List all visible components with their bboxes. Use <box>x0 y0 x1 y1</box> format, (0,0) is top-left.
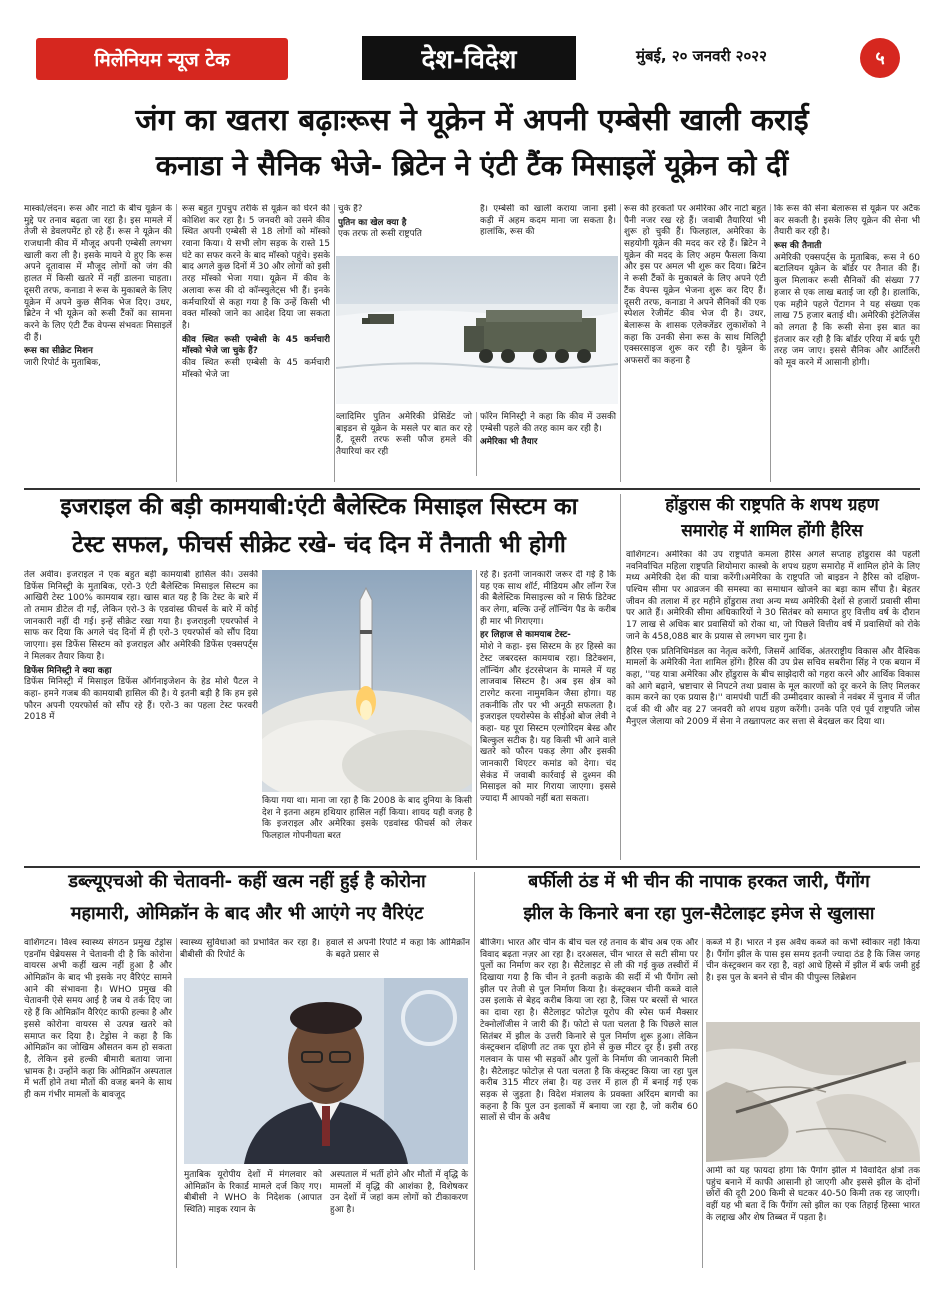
issue-date: मुंबई, २० जनवरी २०२२ <box>636 47 767 65</box>
story2-col1-tail: डिफेंस मिनिस्ट्री में मिसाइल डिफेंस ऑर्गनाइजेशन के हेड मोशे पैटल ने कहा- हमने गजब की कामयाबी हासिल की है। ये इतनी बड़ी है कि हम इसे फौरन अपनी एयरफोर्स को सौंप रहे हैं। एरो-3 का पहला टेस्ट फरवरी 2018 में <box>24 677 258 723</box>
story4-column-1: वाशिंगटन। विश्व स्वास्थ्य संगठन प्रमुख टेड्रोस एडनॉम घेब्रेयसस ने चेतावनी दी है कि कोरोना वायरस अभी कहीं खत्म नहीं हुआ है और ओमिक्रॉन के बाद भी इसके नए वैरिएंट सामने आने की संभावना है। WHO प्रमुख की चेतावनी ऐसे समय आई है जब ये तर्क दिए जा रहे हैं कि ओमिक्रॉन वैरिएंट काफी हल्का है और इससे कोरोना वायरस से उत्पन्न खतरे को समाप्त कर दिया है। टेड्रोस ने कहा है कि ओमिक्रॉन का जोखिम औसतन कम हो सकता है, लेकिन इसे हल्की बीमारी बताया जाना भ्रामक है। उन्होंने कहा कि ओमिक्रॉन अस्पताल में भर्ती होने तथा मौतों की वजह बनने के साथ ही कम गंभीर मामलों के बावजूद <box>24 938 172 1100</box>
story4-headline-1: डब्ल्यूएचओ की चेतावनी- कहीं खत्म नहीं हुई है कोरोना <box>68 871 426 892</box>
story5-headline-1: बर्फीली ठंड में भी चीन की नापाक हरकत जारी, पैंगोंग <box>528 872 870 892</box>
story1-col2-tail: कीव स्थित रूसी एम्बेसी के 45 कर्मचारी मॉस्को भेजे जा <box>182 357 330 380</box>
snow-field-photo-art <box>336 256 618 404</box>
story2-photo-caption: किया गया था। माना जा रहा है कि 2008 के बाद दुनिया के किसी देश ने इतना अहम हथियार हासिल नहीं किया। शायद यही वजह है कि इजराइल और अमेरिका इसके एडवांस्ड फीचर्स को लेकर फिलहाल गोपनीयता बरत <box>262 796 472 842</box>
story4-column-3-top: हवाले से अपनी रिपोर्ट में कहा कि ओमिक्रॉन के बढ़ते प्रसार से <box>326 938 470 960</box>
story2-col1-text: तेल अवीव। इजराइल ने एक बहुत बड़ी कामयाबी हासिल की। उसकी डिफेंस मिनिस्ट्री के मुताबिक, एरो-3 एंटी बैलेस्टिक मिसाइल सिस्टम का आखिरी टेस्ट 100% कामयाब रहा। खास बात यह है कि टेस्ट के बारे में तो तमाम डीटेल दी गईं, लेकिन एरो-3 के एडवांस्ड फीचर्स के बारे में कोई जानकारी नहीं दी गई। इन्हें सीक्रेट रखा गया है। इजराइली एयरफोर्स ने साफ कर दिया कि अगले चंद दिनों में ही एरो-3 एयरफोर्स को सौंप दिया जाएगा। इस डिफेंस सिस्टम को इजराइल और अमेरिकी डिफेंस एक्सपर्ट्स ने मिलकर तैयार किया है। <box>24 570 258 662</box>
satellite-image <box>706 1022 920 1162</box>
story1-photo-caption-right <box>480 412 616 476</box>
story1-column-3 <box>338 204 474 254</box>
story1-column-2 <box>182 204 330 486</box>
story1-col1-subhead: रूस का सीक्रेट मिशन <box>24 346 93 357</box>
missile-launch-photo <box>262 570 472 792</box>
story3-text-2: हैरिस एक प्रतिनिधिमंडल का नेतृत्व करेंगी, जिसमें आर्थिक, अंतरराष्ट्रीय विकास और वैश्विक मामलों के अमेरिकी नेता शामिल होंगे। हैरिस की उप प्रेस सचिव सबरीना सिंह ने एक बयान में कहा, ''यह यात्रा अमेरिका और होंडुरास के बीच साझेदारी को गहरा करने और आर्थिक विकास को आगे बढ़ाने, भ्रष्टाचार से निपटने तथा प्रवास के मूल कारणों को दूर करने के लिए मिलकर काम करने का एक प्रयास है।'' वामपंथी पार्टी की उम्मीदवार कास्त्रो ने नवंबर में चुनाव में जीत दर्ज की थी और वह 27 जनवरी को शपथ ग्रहण करेंगी। उनके पति एवं पूर्व राष्ट्रपति जोस मैनुएल जेलाया को 2009 में सेना ने तख्तापलट कर सत्ता से बेदखल कर दिया था। <box>626 646 920 727</box>
story2-headline-1: इजराइल की बड़ी कामयाबी:एंटी बैलेस्टिक मिसाइल सिस्टम का <box>60 494 578 520</box>
story1-column-4 <box>480 204 616 254</box>
story2-col1-subhead: डिफेंस मिनिस्ट्री ने क्या कहा <box>24 665 112 676</box>
story3-text-1: वाशिंगटन। अमेरिका की उप राष्ट्रपति कमला हैरिस अगले सप्ताह होंडुरास की पहली नवनिर्वाचित महिला राष्ट्रपति शियोमारा कास्त्रो के शपथ ग्रहण समारोह में शामिल होने के लिए मध्य अमेरिकी देश की यात्रा करेंगी।अमेरिका के राष्ट्रपति जो बाइडन ने हैरिस को दक्षिण-पश्चिम सीमा पर आव्रजन की समस्या का समाधान खोजने का बड़ा काम सौंपा है। बेहतर जीवन की तलाश में हर महीने होंडुरास तथा अन्य मध्य अमेरिकी देशों से हजारों प्रवासी सीमा पर आते हैं। अमेरिकी सीमा अधिकारियों ने 30 सितंबर को समाप्त हुए वित्तीय वर्ष के दौरान 17 लाख से अधिक बार प्रवासियों को रोका था, जो पिछले वित्तीय वर्ष में प्रवासियों को रोके जाने के 458,088 बार के प्रयास से लगभग चार गुना है। <box>626 550 920 642</box>
story1-column-6 <box>774 204 920 486</box>
story2-col3-text: रहे हैं। इतनी जानकारी जरूर दी गई है कि यह एक साथ शॉर्ट, मीडियम और लॉन्ग रेंज की बैलेस्टिक मिसाइल्स को न सिर्फ डिटेक्ट कर लेगा, बल्कि उन्हें लॉन्चिंग पैड के करीब ही मार भी गिराएगा। <box>480 570 616 627</box>
story1-col6-subhead: रूस की तैनाती <box>774 241 822 252</box>
section-title: देश-विदेश <box>362 36 576 80</box>
story1-headline-2: कनाडा ने सैनिक भेजे- ब्रिटेन ने एंटी टैंक मिसाइलें यूक्रेन को दीं <box>155 149 789 182</box>
story2-column-3 <box>480 570 616 860</box>
story2-col3-tail: मोशे ने कहा- इस सिस्टम के हर हिस्से का टेस्ट जबरदस्त कामयाब रहा। डिटेक्शन, लॉन्चिंग और इंटरसेप्शन के मामले में यह लाजवाब सिस्टम है। अब इस क्षेत्र को टारगेट करना नामुमकिन जैसा होगा। यह तकनीकि तौर पर भी अनूठी सफलता है। इजराइल एयरोस्पेस के सीईओ बोज लेवी ने कहा- यह पूरा सिस्टम एल्गोरिदम बेस्ड और बिल्कुल सटीक है। यह किसी भी आने वाले खतरे को फौरन पकड़ लेगा और इसकी जानकारी थिएटर कमांड को देगा। चंद सेकंड में जवाबी कार्रवाई से दुश्मन की मिसाइल को मार गिराया जाएगा। इससे ज्यादा मैं आपको नहीं बता सकता। <box>480 642 616 805</box>
story1-col3-subhead: पुतिन का खेल क्या है <box>338 217 407 228</box>
story3-headline-1: होंडुरास की राष्ट्रपति के शपथ ग्रहण <box>665 495 879 515</box>
masthead <box>22 28 922 86</box>
story1-col2-text: रूस बहुत गुपचुप तरीके से यूक्रेन को घेरने की कोशिश कर रहा है। 5 जनवरी को उसने कीव स्थित अपनी एम्बेसी से 18 लोगों को मॉस्को रवाना किया। ये सभी लोग सड़क के रास्ते 15 घंटे का सफर करने के बाद मॉस्को पहुंचे। इसके बाद अगले कुछ दिनों में 30 और लोगों को इसी तरह मॉस्को भेजा गया। यूक्रेन में कीव के अलावा रूस की दो कॉन्स्युलेट्स भी हैं। इनके कर्मचारियों से कहा गया है कि उन्हें किसी भी वक्त मॉस्को जाने का आदेश दिया जा सकता है। <box>182 204 330 331</box>
story4-headline-2: महामारी, ओमिक्रॉन के बाद और भी आएंगे नए वैरिएंट <box>70 903 424 924</box>
story1-headline-1: जंग का खतरा बढ़ाःरूस ने यूक्रेन में अपनी एम्बेसी खाली कराई <box>135 103 809 138</box>
story1-col4-text: है। एम्बेसी को खाली कराया जाना इसी कड़ी में अहम कदम माना जा सकता है। हालांकि, रूस की <box>480 204 616 238</box>
page-number: ५ <box>860 38 900 78</box>
military-vehicles-photo <box>336 256 618 404</box>
story1-caption-subhead: अमेरिका भी तैयार <box>480 437 538 448</box>
missile-launch-photo-art <box>262 570 472 792</box>
newspaper-brand: मिलेनियम न्यूज टेक <box>36 38 288 80</box>
story3-headline-2: समारोह में शामिल होंगी हैरिस <box>681 521 863 541</box>
story4-caption-left: मुताबिक यूरोपीय देशों में मंगलवार को ओमिक्रॉन के रिकार्ड मामले दर्ज किए गए। बीबीसी ने WHO के निदेशक (आपात स्थिति) माइक रयान के <box>184 1170 322 1216</box>
story3-body <box>626 550 920 862</box>
story1-column-1 <box>24 204 172 486</box>
story2-col3-subhead: हर लिहाज से कामयाब टेस्ट- <box>480 630 571 641</box>
story5-headline-2: झील के किनारे बना रहा पुल-सैटेलाइट इमेज से खुलासा <box>523 904 875 924</box>
story4-caption-right: अस्पताल में भर्ती होने और मौतों में वृद्धि के मामलों में वृद्धि की आशंका है, विशेषकर उन देशों में जहां कम लोगों को टीकाकरण हुआ है। <box>330 1170 468 1216</box>
story1-col2-subhead: कीव स्थित रूसी एम्बेसी के 45 कर्मचारी मॉस्को भेजे जा चुके हैं? <box>182 334 330 357</box>
who-chief-photo <box>184 978 468 1164</box>
story1-col3-tail: एक तरफ तो रूसी राष्ट्रपति <box>338 229 422 240</box>
story1-col6-tail: अमेरिकी एक्सपर्ट्स के मुताबिक, रूस ने 60 बटालियन यूक्रेन के बॉर्डर पर तैनात की हैं। कुल मिलाकर रूसी सैनिकों की संख्या 77 हजार से एक लाख बताई जा रही है। हालांकि, एक महीने पहले पेंटागन ने यह संख्या एक लाख 75 हजार बताई थी। अमेरिकी इंटेलिजेंस को लगता है कि रूसी सेना इस बात का इंतजार कर रही है कि बॉर्डर एरिया में बर्फ पूरी तरह जम जाए। इससे सैनिक और आर्टिलरी को मूव करने में आसानी होगी। <box>774 252 920 368</box>
satellite-image-art <box>706 1022 920 1162</box>
story5-column-2-tail: आर्मी को यह फायदा होगा कि पैंगोंग झील में विवादित क्षेत्रों तक पहुंच बनाने में काफी आसानी हो जाएगी और इससे झील के दोनों छोरों की दूरी 200 किमी से घटकर 40-50 किमी तक रह जाएगी। वहीं यह भी बता दें कि पैंगोंग त्सो झील का एक तिहाई हिस्सा भारत के लद्दाख और शेष तिब्बत में पड़ता है। <box>706 1166 920 1223</box>
story1-caption-right-text: फॉरेन मिनिस्ट्री ने कहा कि कीव में उसकी एम्बेसी पहले की तरह काम कर रही है। <box>480 412 616 434</box>
story1-col1-text: मास्को/लंदन। रूस और नाटो के बीच यूक्रेन के मुद्दे पर तनाव बढ़ता जा रहा है। इस मामले में तेजी से डेवलपमेंट हो रहे हैं। रूस ने यूक्रेन की राजधानी कीव में मौजूद अपनी एम्बेसी लगभग खाली करा ली है। इसके मायने ये हुए कि रूस अपने दूतावास में मौजूद लोगों को जंग की हालत में किसी खतरे में नहीं डालना चाहता। दूसरी तरफ, कनाडा ने रूस के मुकाबले के लिए यूक्रेन में अपने कुछ सैनिक भेज दिए। उधर, ब्रिटेन ने भी यूक्रेन को रूसी टैंकों का सामना करने के लिए एंटी टैंक वेपन्स संभवतः मिसाइलें दी हैं। <box>24 204 172 343</box>
story1-col6-text: कि रूस की सेना बेलारूस से यूक्रेन पर अटैक कर सकती है। इसके लिए यूक्रेन की सेना भी तैयारी कर रही है। <box>774 204 920 238</box>
story5-column-1: बीजिंग। भारत और चीन के बीच चल रहे तनाव के बीच अब एक और विवाद बढ़ता नज़र आ रहा है। दरअसल, चीन भारत से सटी सीमा पर पुलों का निर्माण कर रहा है। सैटेलाइट से ली की गई कुछ तस्वीरों में दिखाया गया है कि चीन ने इतनी कड़ाके की सर्दी में भी पैंगोंग त्सो झील पर तेजी से पुल निर्माण किया है। कंस्ट्रक्शन चीनी कब्जे वाले उस इलाके से बेहद करीब किया जा रहा है, जिस पर बरसों से भारत का दावा रहा है। सैटेलाइट फोटोज़ यूरोप की स्पेस फर्म मैक्सार टेक्नोलॉजीस ने जारी की हैं। फोटो से पता चलता है कि पिछले साल सितंबर में झील के उत्तरी किनारे से पुल निर्माण शुरू हुआ। लेकिन कंस्ट्रक्शन दक्षिणी तट तक पूरा होने से कुछ मीटर दूर है। इसी तरह गलवान के पास भी सड़कों और पुलों के निर्माण की जानकारी मिली है। सैटेलाइट फोटोज़ से पता चलता है कि कंस्ट्रक्ट किया जा रहा पुल करीब 315 मीटर लंबा है। यह उत्तर में हाल ही में बनाई गई एक सड़क से जुड़ता है। विदेश मंत्रालय के प्रवक्ता अरिंदम बागची का कहना है कि पुल उन इलाकों में बनाया जा रहा है, जो करीब 60 सालों से चीन के अवैध <box>480 938 698 1124</box>
story5-column-2: कब्जे में हैं। भारत ने इस अवैध कब्जे को कभी स्वीकार नहीं किया है। पैंगोंग झील के पास इस समय इतनी ज्यादा ठंड है कि जिस जगह चीन कंस्ट्रक्शन कर रहा है, वहां आधे हिस्से में झील में बर्फ जमी हुई है। इस पुल के बनने से चीन की पीपुल्स लिब्रेशन <box>706 938 920 984</box>
story1-col1-tail: जारी रिपोर्ट के मुताबिक, <box>24 357 101 368</box>
story1-col3-text: चुके हैं? <box>338 204 363 214</box>
who-chief-photo-art <box>184 978 468 1164</box>
story2-headline-2: टेस्ट सफल, फीचर्स सीक्रेट रखे- चंद दिन में तैनाती भी होगी <box>72 532 566 558</box>
story1-photo-caption-left: व्लादिमिर पुतिन अमेरिकी प्रेसिडेंट जो बाइडन से यूक्रेन के मसले पर बात कर रहे हैं, दूसरी तरफ रूसी फौज हमले की तैयारियां कर रही <box>336 412 472 458</box>
story4-column-2-top: स्वास्थ्य सुविधाओं को प्रभावित कर रहा है। बीबीसी की रिपोर्ट के <box>180 938 320 960</box>
story2-column-1 <box>24 570 258 860</box>
story1-column-5: रूस की हरकतों पर अमेरिका और नाटो बहुत पैनी नजर रख रहे हैं। जवाबी तैयारियां भी शुरू हो चुकी हैं। फिलहाल, अमेरिका के सहयोगी यूक्रेन की मदद कर रहे हैं। ब्रिटेन ने यूक्रेन की मदद के लिए अहम फैसला किया और इस पर अमल भी शुरू कर दिया। ब्रिटेन ने रूसी टैंकों के मुकाबले के लिए अपने एंटी टैंक वेपन्स यूक्रेन भेजना शुरू कर दिए हैं। दूसरी तरफ, कनाडा ने अपने सैनिकों की एक स्पेशल रेजीमेंट कीव भेज दी है। उधर, बेलारूस के शासक एलेक्जेंडर लुकाशेंको ने कहा कि उनकी सेना रूस के साथ मिलिट्री एक्सरसाइज शुरू कर रही है। यूक्रेन के अफसरों का कहना है <box>624 204 766 366</box>
